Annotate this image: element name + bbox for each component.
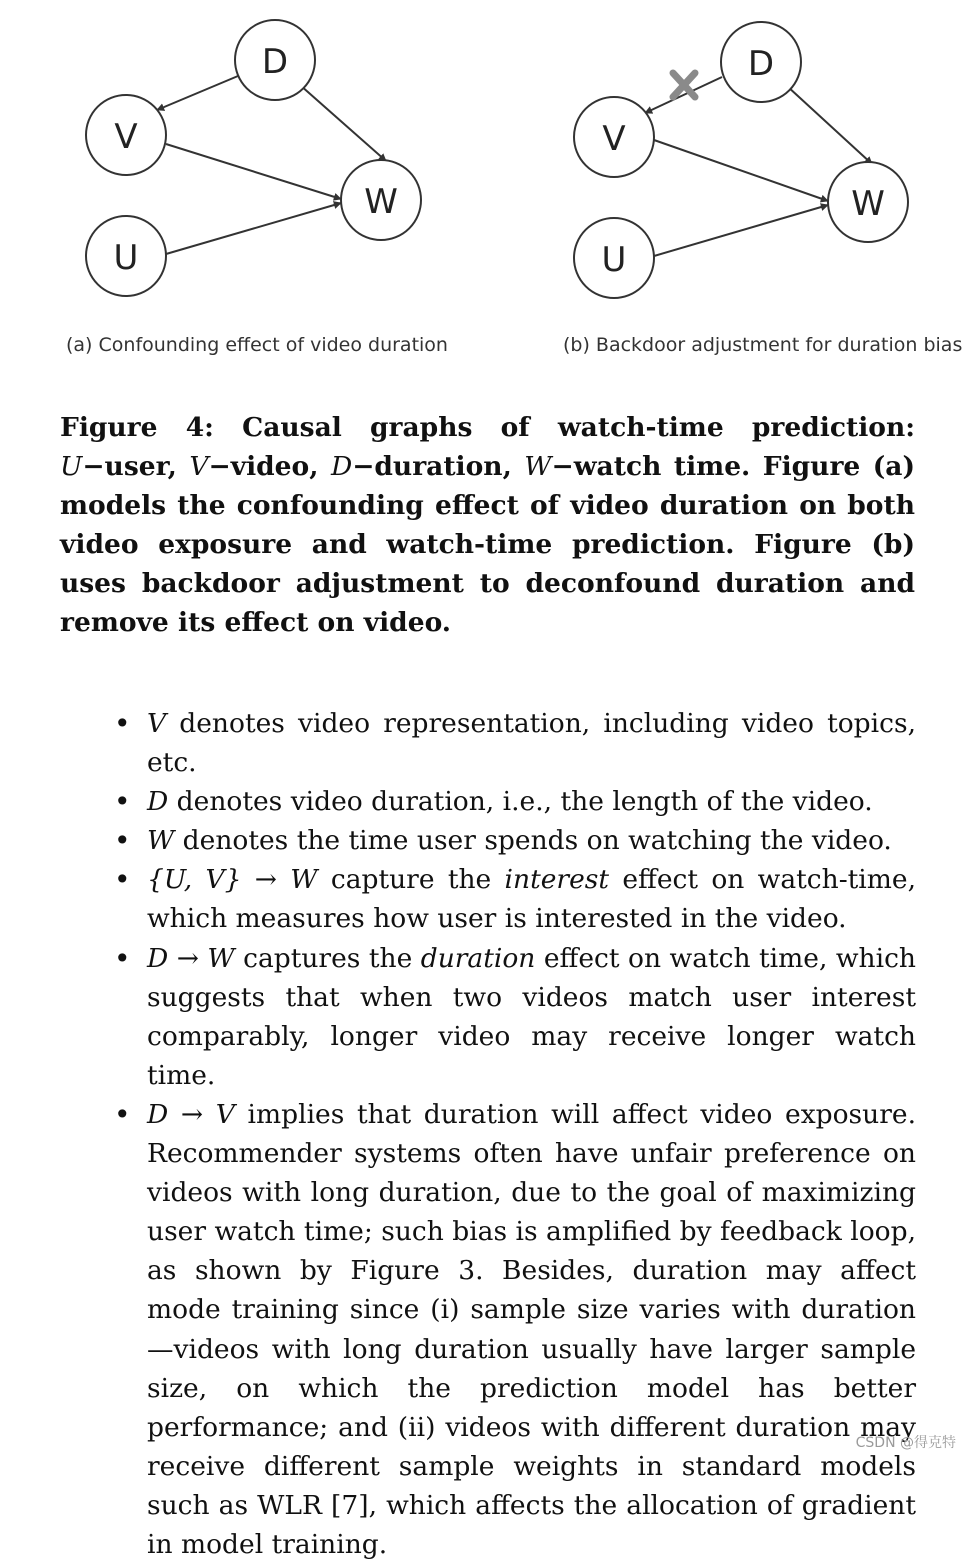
node-b-w [828,162,908,242]
caption-text: −video, [208,451,331,482]
node-b-d [721,22,801,102]
caption-text: −watch time. Figure (a) models the confounding effect of video duration on both video exposure and watch-time prediction. Figure (b) uses backdoor adjustment to deconfound duration and remove its effect on video. [60,451,915,638]
node-b-u-label: U [601,240,627,280]
caption-text: −duration, [352,451,525,482]
caption-var-d: D [330,451,353,482]
subcaption-a: (a) Confounding effect of video duration [66,334,448,356]
list-item-text: denotes video duration, i.e., the length of the video. [168,786,873,818]
list-item-text: capture the [317,864,505,896]
list-item-text: denotes the time user spends on watching the video. [174,825,892,857]
list-item-text: denotes video representation, including video topics, etc. [147,708,916,779]
math-var: W [147,825,175,857]
edge-a-u-to-w [166,203,341,254]
panel-a-graph [86,20,421,296]
list-item [110,782,916,821]
node-a-w-label: W [364,182,398,222]
edge-b-d-to-w [787,86,872,164]
node-a-v-label: V [114,117,138,157]
list-item [110,939,916,1095]
list-item-text: effect on watch time, which suggests that when two videos match user interest comparably, longer video may receive longer watch time. [147,942,916,1091]
edge-b-v-to-w [654,140,828,201]
causal-graph-figure [0,0,970,320]
node-b-w-label: W [851,184,885,224]
list-item [110,704,916,782]
node-a-d [235,20,315,100]
emphasis: interest [504,864,610,896]
caption-var-u: U [60,451,83,482]
list-item [110,821,916,860]
caption-text: −user, [82,451,190,482]
caption-var-w: W [524,451,552,482]
node-a-w [341,160,421,240]
node-b-d-label: D [747,44,775,84]
edge-a-d-to-w [300,85,386,161]
definition-list [110,704,916,1564]
figure-caption [60,408,915,642]
math-expression: D → W [147,942,235,974]
node-a-v [86,95,166,175]
subcaption-b: (b) Backdoor adjustment for duration bias [563,334,963,356]
watermark: CSDN @得克特 [855,1435,956,1451]
caption-text: Causal graphs of watch-time prediction: [213,412,915,443]
edge-b-u-to-w [654,205,828,256]
edge-a-d-to-v [157,76,238,110]
math-var: V [147,708,167,739]
list-item [110,860,916,938]
node-a-u-label: U [113,238,139,278]
node-a-u [86,216,166,296]
math-var: D [147,786,169,818]
emphasis: duration [420,942,536,974]
panel-b-graph [574,22,908,298]
blocked-edge-cross-icon [673,73,695,97]
caption-var-v: V [189,451,209,482]
list-item-text: implies that duration will affect video exposure. Recommender systems often have unfair preference on videos with long duration, due to the goal of maximizing user watch time; such bias is amplified by feedback loop, as shown by Figure 3. Besides, duration may affect mode training since (i) sample size varies with duration—videos with long duration usually have larger sample size, on which the prediction model has better performance; and (ii) videos with different duration may receive different sample weights in standard models such as WLR [7], which affects the allocation of gradient in model training. [147,1098,916,1560]
list-item-text: effect on watch-time, which measures how user is interested in the video. [147,864,917,935]
node-a-d-label: D [261,42,289,82]
math-expression: {U, V} → W [147,864,318,896]
node-b-v-label: V [602,119,626,159]
caption-label: Figure 4: [60,412,214,443]
node-b-u [574,218,654,298]
math-expression: D → V [147,1098,235,1130]
node-b-v [574,97,654,177]
list-item-text: captures the [234,942,421,974]
list-item [110,1095,916,1564]
edge-a-v-to-w [166,144,341,199]
